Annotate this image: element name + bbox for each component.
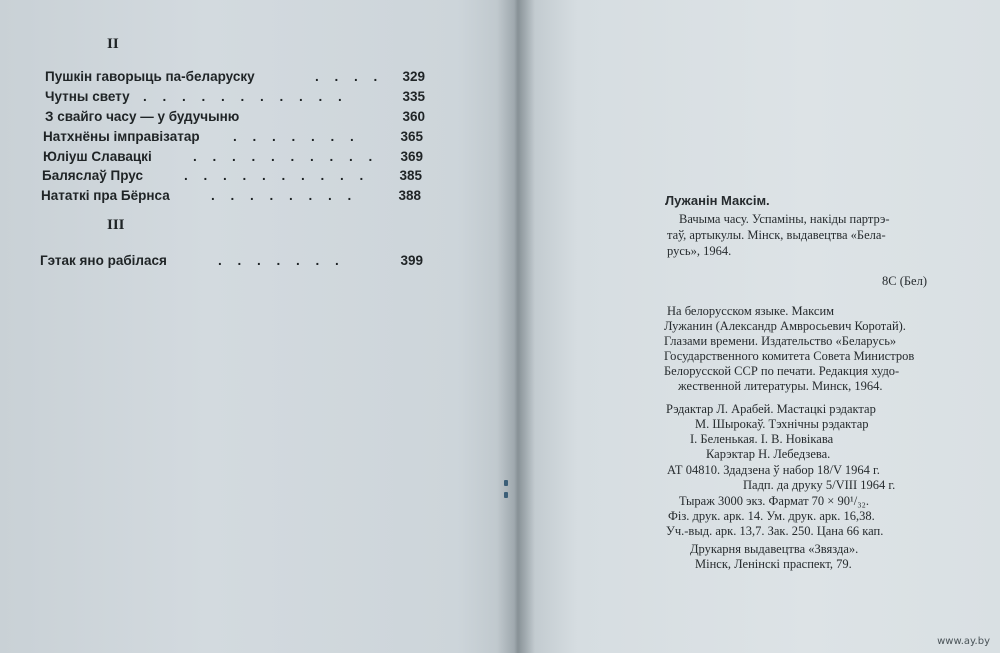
credits-line: Карэктар Н. Лебедзева. [706, 447, 831, 461]
toc-entry-title: Баляслаў Прус [42, 168, 143, 183]
book-gutter [497, 0, 535, 653]
toc-entry-title: Гэтак яно рабілася [40, 253, 167, 268]
toc-entry-title: З свайго часу — у будучыню [45, 109, 240, 124]
watermark: www.ay.by [937, 636, 990, 647]
toc-entry-page: 385 [399, 168, 422, 183]
toc-entry [45, 109, 425, 129]
credits-line: Тыраж 3000 экз. Фармат 70 × 90¹/₃₂. [679, 494, 870, 508]
toc-leader-dots: . . . . . . . . [211, 188, 358, 203]
toc-leader-dots: . . . . . . . [218, 253, 345, 268]
binding-stitch [504, 480, 508, 486]
credits-line: М. Шырокаў. Тэхнічны рэдактар [695, 417, 869, 431]
toc-leader-dots: . . . . . . . . . . . [143, 89, 348, 104]
toc-entry-page: 365 [400, 129, 423, 144]
toc-entry-title: Пушкін гаворыць па-беларуску [45, 69, 255, 84]
toc-entry-page: 369 [400, 149, 423, 164]
russian-imprint-line: Белорусской ССР по печати. Редакция худо- [664, 364, 900, 378]
toc-leader-dots: . . . . . . . [233, 129, 360, 144]
classification-code: 8С (Бел) [882, 274, 928, 288]
toc-entry-title: Чутны свету [45, 89, 130, 104]
credits-line: АТ 04810. Здадзена ў набор 18/V 1964 г. [667, 463, 880, 477]
toc-leader-dots: . . . . . . . . . . [184, 168, 370, 183]
toc-entry [40, 253, 423, 273]
russian-imprint-line: Лужанин (Александр Амвросьевич Коротай). [664, 319, 906, 333]
toc-entry-title: Натхнёны імправізатар [43, 129, 200, 144]
credits-line: Уч.-выд. арк. 13,7. Зак. 250. Цана 66 кап. [666, 524, 884, 538]
toc-entry [43, 149, 423, 169]
russian-imprint-line: жественной литературы. Минск, 1964. [678, 379, 883, 393]
toc-entry-page: 388 [398, 188, 421, 203]
credits-line: Фіз. друк. арк. 14. Ум. друк. арк. 16,38. [668, 509, 875, 523]
section-heading-2: II [107, 36, 119, 52]
toc-entry-page: 329 [402, 69, 425, 84]
book-description-line: таў, артыкулы. Мінск, выдавецтва «Бела- [667, 228, 886, 242]
credits-line: Рэдактар Л. Арабей. Мастацкі рэдактар [666, 402, 876, 416]
toc-leader-dots: . . . . [315, 69, 384, 84]
credits-line: Падп. да друку 5/VIII 1964 г. [743, 478, 896, 492]
toc-entry [42, 168, 422, 188]
binding-stitch [504, 492, 508, 498]
toc-entry [43, 129, 423, 149]
toc-leader-dots: . . . . . . . . . . [193, 149, 379, 164]
book-description-line: русь», 1964. [667, 244, 732, 258]
section-heading-3: III [107, 217, 125, 233]
toc-entry-title: Юліуш Славацкі [43, 149, 152, 164]
toc-entry [41, 188, 421, 208]
russian-imprint-line: На белорусском языке. Максим [667, 304, 835, 318]
russian-imprint-line: Глазами времени. Издательство «Беларусь» [664, 334, 897, 348]
credits-line: І. Беленькая. І. В. Новікава [690, 432, 834, 446]
credits-line: Мінск, Ленінскі праспект, 79. [695, 557, 852, 571]
toc-entry-title: Нататкі пра Бёрнса [41, 188, 170, 203]
toc-entry-page: 399 [400, 253, 423, 268]
author-name: Лужанін Максім. [665, 193, 770, 208]
toc-entry-page: 335 [402, 89, 425, 104]
toc-entry [45, 69, 425, 89]
toc-entry-page: 360 [402, 109, 425, 124]
russian-imprint-line: Государственного комитета Совета Министров [664, 349, 915, 363]
book-description-line: Вачыма часу. Успаміны, накіды партрэ- [679, 212, 890, 226]
toc-entry [45, 89, 425, 109]
credits-line: Друкарня выдавецтва «Звязда». [690, 542, 859, 556]
